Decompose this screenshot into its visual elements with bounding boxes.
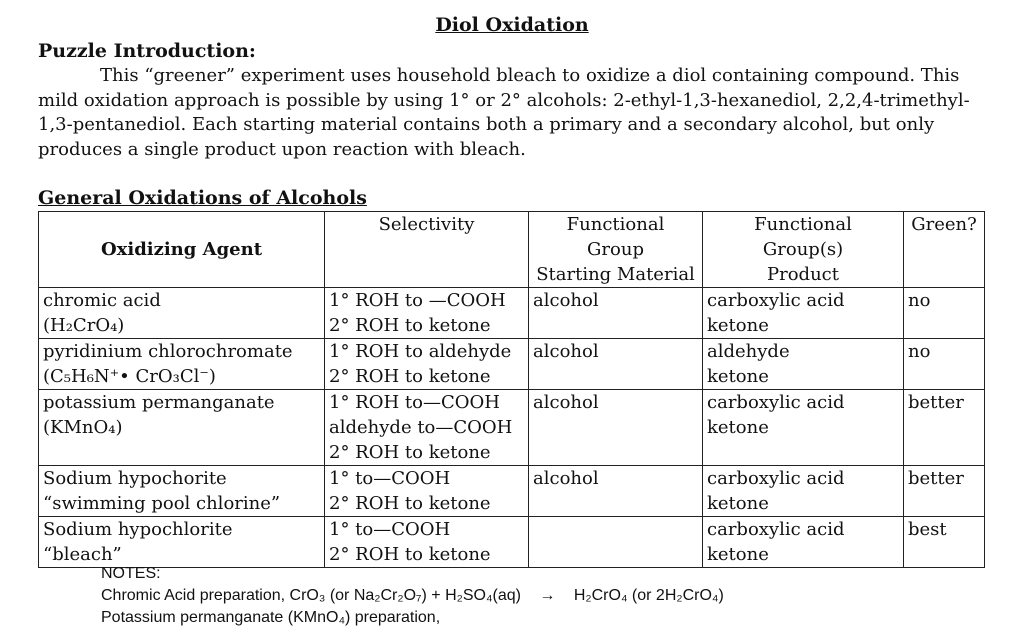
- page-title: Diol Oxidation: [435, 14, 589, 36]
- cell-green: no: [904, 288, 985, 339]
- cell-product-fg: carboxylic acid ketone: [703, 517, 904, 568]
- header-product-fg: Functional Group(s) Product: [703, 212, 904, 288]
- header-oxidizing-agent: Oxidizing Agent: [39, 212, 325, 288]
- header-selectivity: Selectivity: [325, 212, 529, 288]
- cell-selectivity: 1° ROH to —COOH 2° ROH to ketone: [325, 288, 529, 339]
- cell-green: best: [904, 517, 985, 568]
- intro-paragraph: [38, 64, 978, 162]
- notes-label: NOTES:: [101, 565, 161, 582]
- cell-agent: potassium permanganate (KMnO₄): [39, 390, 325, 466]
- cell-product-fg: carboxylic acid ketone: [703, 288, 904, 339]
- cell-agent: Sodium hypochlorite “bleach”: [39, 517, 325, 568]
- cell-selectivity: 1° ROH to aldehyde 2° ROH to ketone: [325, 339, 529, 390]
- table-header-row: [39, 212, 985, 288]
- cell-product-fg: carboxylic acid ketone: [703, 390, 904, 466]
- intro-heading: Puzzle Introduction:: [38, 40, 256, 62]
- table-row: [39, 390, 985, 466]
- chromic-acid-reactants: Chromic Acid preparation, CrO₃ (or Na₂Cr₂O₇) + H₂SO₄(aq): [101, 587, 521, 604]
- table-row: [39, 339, 985, 390]
- cell-start-fg: alcohol: [529, 288, 703, 339]
- header-start-fg: Functional Group Starting Material: [529, 212, 703, 288]
- chromic-acid-products: H₂CrO₄ (or 2H₂CrO₄): [573, 587, 724, 604]
- cell-start-fg: alcohol: [529, 466, 703, 517]
- cell-selectivity: 1° to—COOH 2° ROH to ketone: [325, 466, 529, 517]
- cell-start-fg: alcohol: [529, 390, 703, 466]
- notes-line-2: Potassium permanganate (KMnO₄) preparation,: [101, 609, 441, 626]
- table-row: [39, 517, 985, 568]
- cell-start-fg: alcohol: [529, 339, 703, 390]
- cell-selectivity: 1° ROH to—COOH aldehyde to—COOH 2° ROH to ketone: [325, 390, 529, 466]
- cell-green: better: [904, 390, 985, 466]
- table-heading: General Oxidations of Alcohols: [38, 187, 367, 209]
- cell-green: better: [904, 466, 985, 517]
- cell-product-fg: aldehyde ketone: [703, 339, 904, 390]
- table-row: [39, 288, 985, 339]
- reaction-arrow-icon: →: [539, 587, 556, 604]
- cell-green: no: [904, 339, 985, 390]
- header-green: Green?: [904, 212, 985, 288]
- notes-section: [101, 563, 724, 629]
- cell-selectivity: 1° to—COOH 2° ROH to ketone: [325, 517, 529, 568]
- cell-product-fg: carboxylic acid ketone: [703, 466, 904, 517]
- oxidations-table: [38, 211, 985, 568]
- cell-agent: Sodium hypochorite “swimming pool chlorine”: [39, 466, 325, 517]
- notes-line-1: [101, 585, 724, 607]
- cell-agent: chromic acid (H₂CrO₄): [39, 288, 325, 339]
- table-row: [39, 466, 985, 517]
- cell-start-fg: [529, 517, 703, 568]
- cell-agent: pyridinium chlorochromate (C₅H₆N⁺• CrO₃Cl⁻): [39, 339, 325, 390]
- intro-text: This “greener” experiment uses household bleach to oxidize a diol containing compound. This mild oxidation approach is possible by using 1° or 2° alcohols: 2-ethyl-1,3-hexanediol, 2,2,4-trimethyl-1,3-pentanediol. Each starting material contains both a primary and a secondary alcohol, but only produces a single product upon reaction with bleach.: [38, 65, 970, 160]
